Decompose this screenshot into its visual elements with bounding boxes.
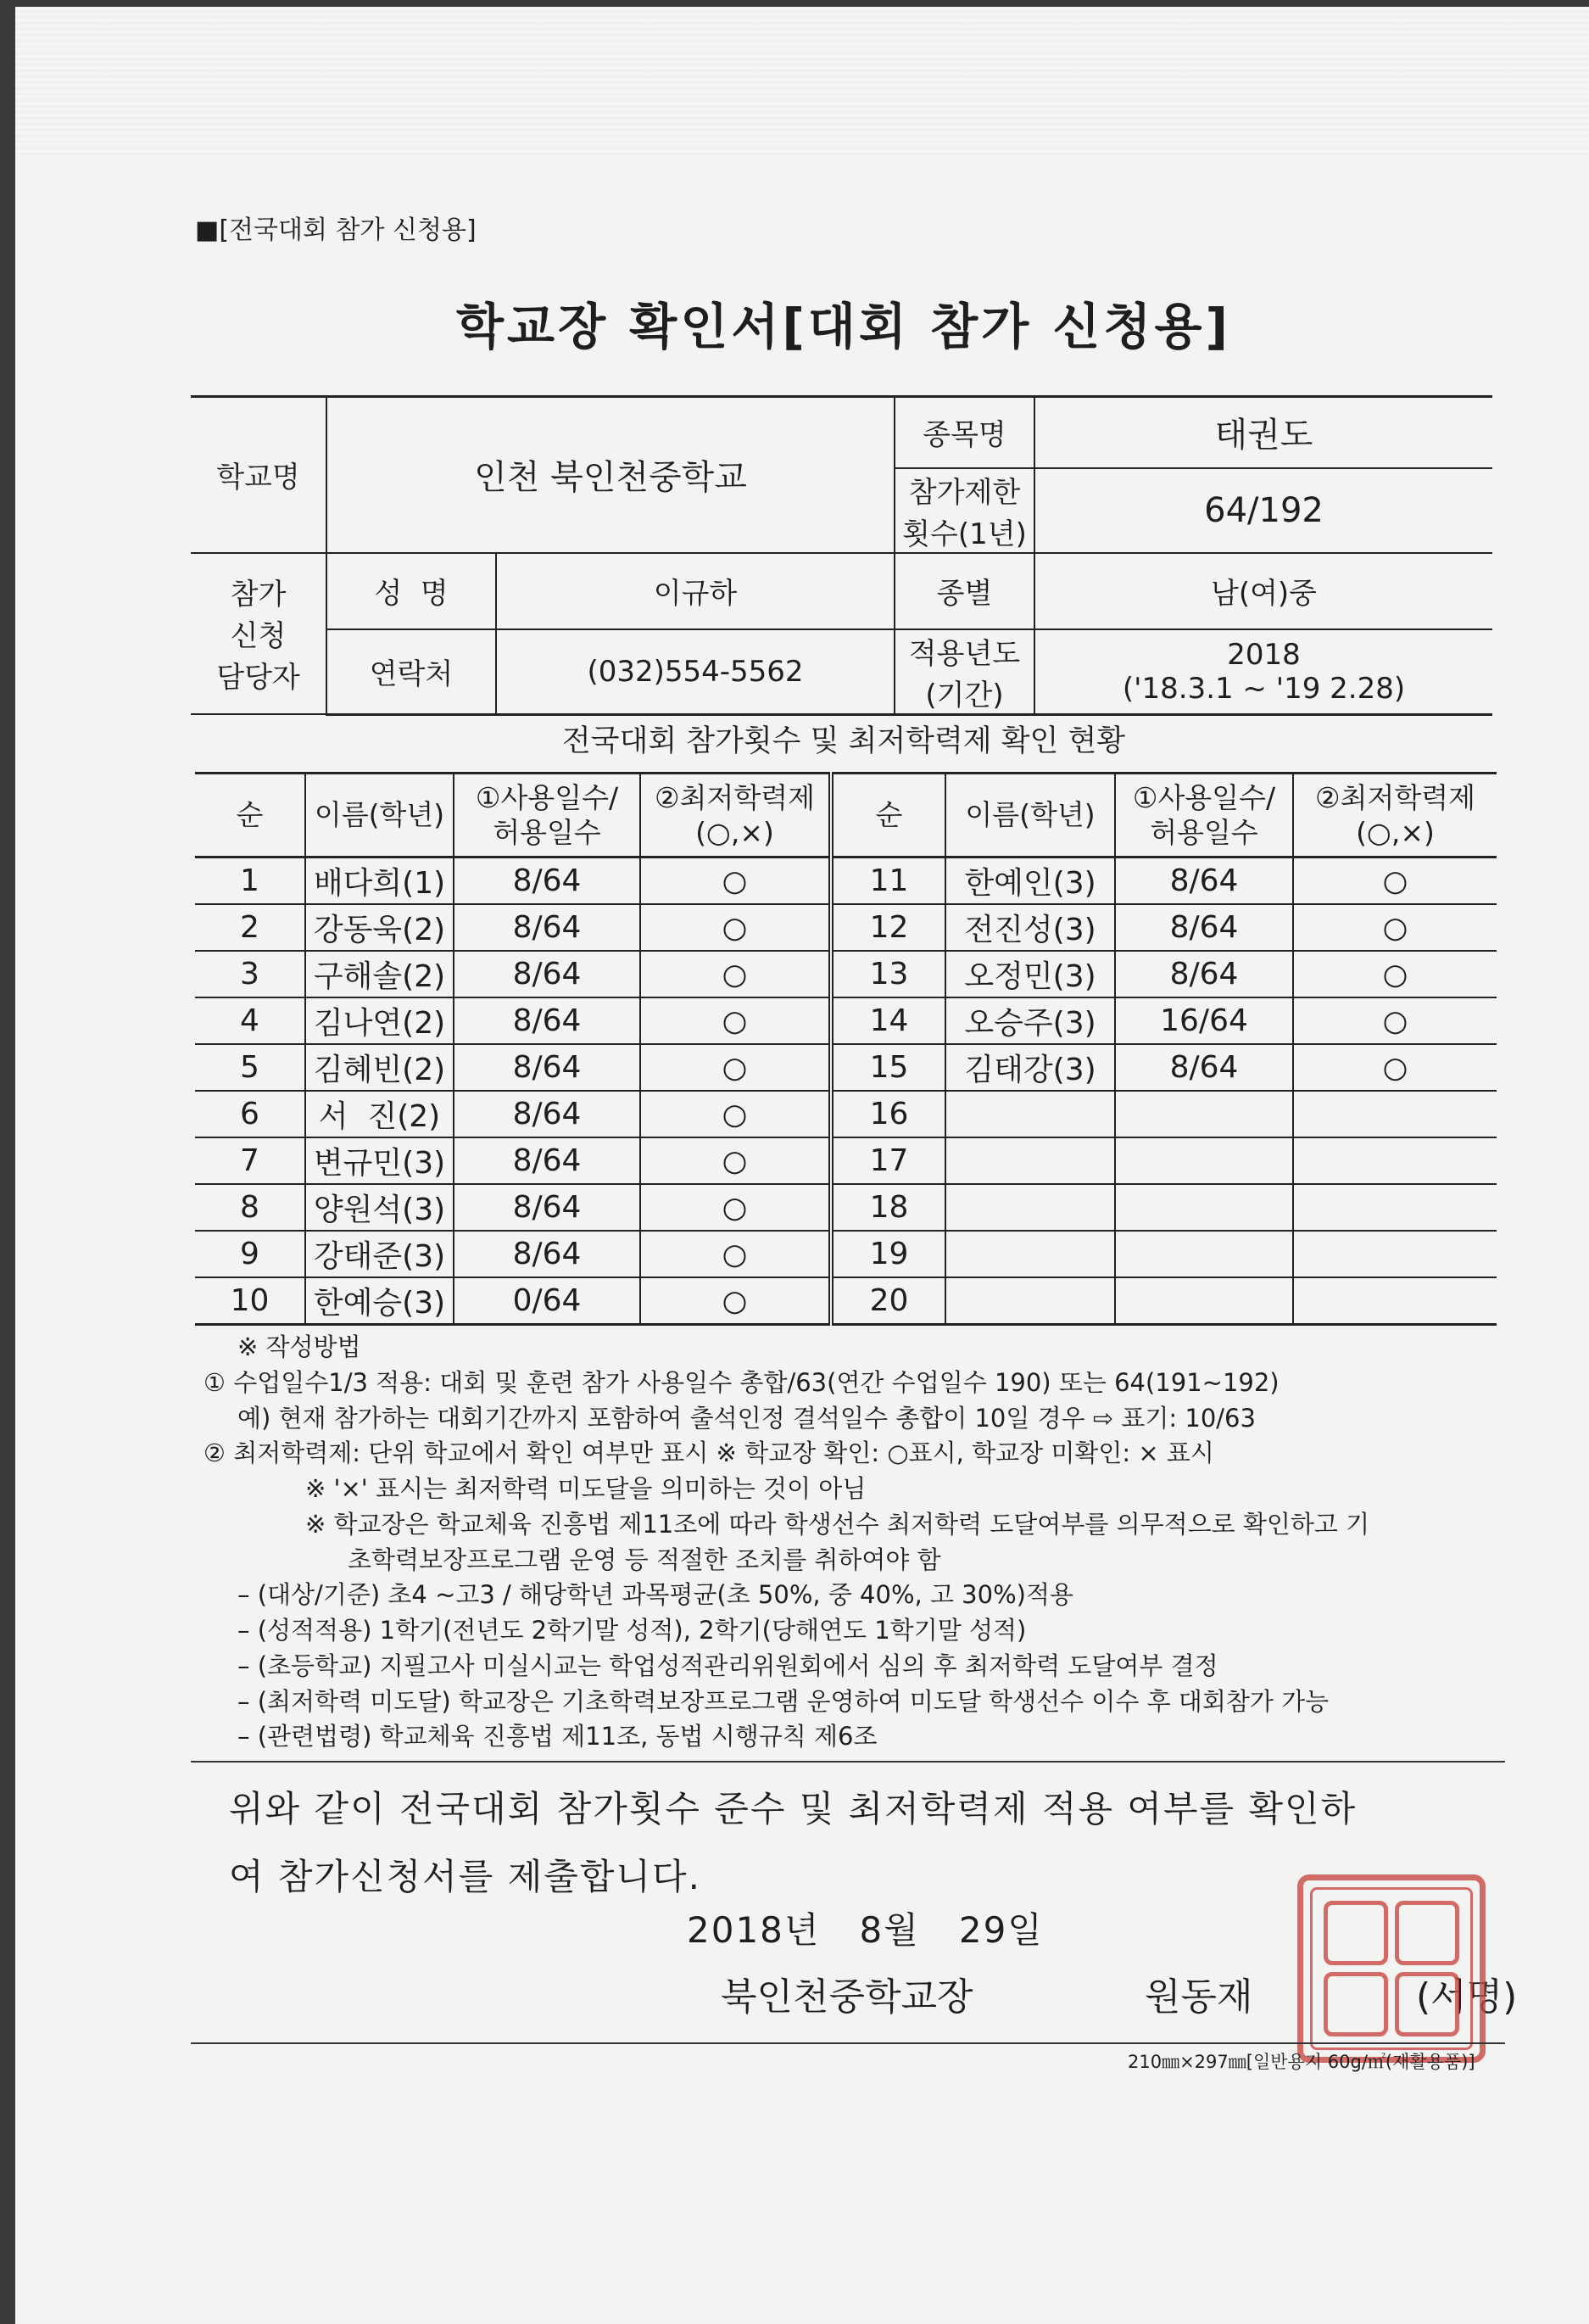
divider	[191, 1761, 1505, 1763]
detail-5: – (관련법령) 학교체육 진흥법 제11조, 동법 시행규칙 제6조	[237, 1722, 878, 1751]
notes-heading: ※ 작성방법	[237, 1332, 361, 1361]
student-name: 전진성(3)	[945, 904, 1115, 951]
min-achievement: ○	[640, 904, 831, 951]
roster-title: 전국대회 참가횟수 및 최저학력제 확인 현황	[561, 724, 1126, 758]
school-info-table	[191, 395, 1492, 716]
header-days: ①사용일수/ 허용일수	[454, 774, 640, 858]
student-name	[945, 1277, 1115, 1325]
limit-value: 64/192	[1034, 468, 1492, 553]
min-achievement: ○	[640, 951, 831, 997]
student-name: 오승주(3)	[945, 997, 1115, 1044]
roster-row	[195, 904, 1497, 951]
student-name: 오정민(3)	[945, 951, 1115, 997]
days-used	[1115, 1184, 1293, 1231]
row-number: 2	[195, 904, 305, 951]
row-number: 19	[831, 1231, 945, 1277]
detail-1: – (대상/기준) 초4 ~고3 / 해당학년 과목평균(초 50%, 중 40%, 고 30%)적용	[237, 1580, 1073, 1610]
row-number: 4	[195, 997, 305, 1044]
student-name	[945, 1091, 1115, 1137]
header-no: 순	[831, 774, 945, 858]
roster-row	[195, 1091, 1497, 1137]
roster-body	[195, 858, 1497, 1325]
days-used: 8/64	[1115, 951, 1293, 997]
days-used	[1115, 1277, 1293, 1325]
bottom-divider	[191, 2042, 1505, 2044]
days-used	[1115, 1137, 1293, 1184]
min-achievement: ○	[640, 858, 831, 905]
roster-row	[195, 1137, 1497, 1184]
days-used: 8/64	[454, 1044, 640, 1091]
name-label: 성 명	[326, 553, 496, 629]
phone-label: 연락처	[326, 629, 496, 715]
header-min: ②최저학력제 (○,×)	[1293, 774, 1497, 858]
school-label: 학교명	[191, 397, 326, 553]
event-label: 종목명	[895, 397, 1034, 468]
school-principal-title: 북인천중학교장	[721, 1975, 973, 2019]
row-number: 12	[831, 904, 945, 951]
document-title: 학교장 확인서[대회 참가 신청용]	[456, 298, 1231, 355]
days-used	[1115, 1231, 1293, 1277]
min-achievement	[1293, 1231, 1497, 1277]
roster-row	[195, 1044, 1497, 1091]
days-used: 8/64	[454, 904, 640, 951]
detail-2: – (성적적용) 1학기(전년도 2학기말 성적), 2학기(당해연도 1학기말 성적)	[237, 1616, 1027, 1645]
instructions	[204, 1330, 1509, 1755]
days-used: 0/64	[454, 1277, 640, 1325]
row-number: 3	[195, 951, 305, 997]
detail-3: – (초등학교) 지필고사 미실시교는 학업성적관리위원회에서 심의 후 최저학력 도달여부 결정	[237, 1651, 1218, 1680]
header-name: 이름(학년)	[945, 774, 1115, 858]
row-number: 17	[831, 1137, 945, 1184]
student-name	[945, 1231, 1115, 1277]
note-2b: ※ 학교장은 학교체육 진흥법 제11조에 따라 학생선수 최저학력 도달여부를 의무적으로 확인하고 기	[305, 1509, 1370, 1539]
min-achievement: ○	[640, 1091, 831, 1137]
row-number: 8	[195, 1184, 305, 1231]
row-number: 18	[831, 1184, 945, 1231]
row-number: 15	[831, 1044, 945, 1091]
min-achievement	[1293, 1277, 1497, 1325]
roster-row	[195, 951, 1497, 997]
header-no: 순	[195, 774, 305, 858]
min-achievement: ○	[1293, 1044, 1497, 1091]
min-achievement: ○	[640, 1137, 831, 1184]
roster-row	[195, 1277, 1497, 1325]
student-name	[945, 1184, 1115, 1231]
detail-4: – (최저학력 미도달) 학교장은 기초학력보장프로그램 운영하여 미도달 학생선수 이수 후 대회참가 가능	[237, 1686, 1330, 1716]
days-used: 8/64	[454, 951, 640, 997]
note-1-example: 예) 현재 참가하는 대회기간까지 포함하여 출석인정 결석일수 총합이 10일 경우 ⇨ 표기: 10/63	[237, 1403, 1256, 1433]
student-name	[945, 1137, 1115, 1184]
closing-statement: 위와 같이 전국대회 참가횟수 준수 및 최저학력제 적용 여부를 확인하 여 참가신청서를 제출합니다.	[229, 1788, 1358, 1897]
event-value: 태권도	[1034, 397, 1492, 468]
student-name: 한예인(3)	[945, 858, 1115, 905]
min-achievement: ○	[1293, 904, 1497, 951]
year-value: 2018 ('18.3.1 ~ '19 2.28)	[1034, 629, 1492, 715]
name-value: 이규하	[496, 553, 895, 629]
paper-top-texture	[15, 7, 1589, 159]
days-used	[1115, 1091, 1293, 1137]
gender-label: 종별	[895, 553, 1034, 629]
days-used: 8/64	[1115, 858, 1293, 905]
header-min: ②최저학력제 (○,×)	[640, 774, 831, 858]
days-used: 8/64	[454, 858, 640, 905]
student-name: 한예승(3)	[305, 1277, 454, 1325]
row-number: 5	[195, 1044, 305, 1091]
roster-row	[195, 997, 1497, 1044]
days-used: 8/64	[454, 1184, 640, 1231]
note-2c: 초학력보장프로그램 운영 등 적절한 조치를 취하여야 함	[348, 1545, 941, 1574]
header-days: ①사용일수/ 허용일수	[1115, 774, 1293, 858]
min-achievement	[1293, 1184, 1497, 1231]
days-used: 16/64	[1115, 997, 1293, 1044]
student-name: 강태준(3)	[305, 1231, 454, 1277]
row-number: 16	[831, 1091, 945, 1137]
student-name: 양원석(3)	[305, 1184, 454, 1231]
min-achievement	[1293, 1137, 1497, 1184]
contact-person-label: 참가 신청 담당자	[191, 553, 326, 715]
row-number: 10	[195, 1277, 305, 1325]
row-number: 6	[195, 1091, 305, 1137]
row-number: 9	[195, 1231, 305, 1277]
days-used: 8/64	[454, 1231, 640, 1277]
min-achievement: ○	[640, 997, 831, 1044]
student-name: 김태강(3)	[945, 1044, 1115, 1091]
row-number: 7	[195, 1137, 305, 1184]
student-name: 변규민(3)	[305, 1137, 454, 1184]
min-achievement: ○	[640, 1184, 831, 1231]
submission-date: 2018년 8월 29일	[687, 1909, 1044, 1951]
days-used: 8/64	[454, 1091, 640, 1137]
min-achievement: ○	[640, 1277, 831, 1325]
row-number: 20	[831, 1277, 945, 1325]
student-name: 배다희(1)	[305, 858, 454, 905]
official-seal-icon	[1297, 1874, 1486, 2063]
limit-label: 참가제한 횟수(1년)	[895, 468, 1034, 553]
principal-name: 원동재	[1145, 1975, 1253, 2019]
min-achievement: ○	[1293, 858, 1497, 905]
paper-spec: 210㎜×297㎜[일반용지 60g/㎡(재활용품)]	[1128, 2052, 1475, 2072]
days-used: 8/64	[1115, 1044, 1293, 1091]
school-name: 인천 북인천중학교	[326, 397, 895, 553]
min-achievement: ○	[640, 1044, 831, 1091]
min-achievement: ○	[1293, 997, 1497, 1044]
roster-row	[195, 1231, 1497, 1277]
year-label: 적용년도 (기간)	[895, 629, 1034, 715]
note-1: ① 수업일수1/3 적용: 대회 및 훈련 참가 사용일수 총합/63(연간 수업일수 190) 또는 64(191~192)	[204, 1367, 1280, 1397]
student-name: 구해솔(2)	[305, 951, 454, 997]
row-number: 13	[831, 951, 945, 997]
row-number: 11	[831, 858, 945, 905]
min-achievement: ○	[1293, 951, 1497, 997]
min-achievement	[1293, 1091, 1497, 1137]
student-name: 강동욱(2)	[305, 904, 454, 951]
header-name: 이름(학년)	[305, 774, 454, 858]
phone-value: (032)554-5562	[496, 629, 895, 715]
min-achievement: ○	[640, 1231, 831, 1277]
note-2a: ※ '×' 표시는 최저학력 미도달을 의미하는 것이 아님	[305, 1474, 867, 1503]
days-used: 8/64	[454, 997, 640, 1044]
row-number: 1	[195, 858, 305, 905]
roster-row	[195, 858, 1497, 905]
form-label: ■[전국대회 참가 신청용]	[195, 215, 477, 245]
roster-row	[195, 1184, 1497, 1231]
document-page	[15, 7, 1589, 2324]
days-used: 8/64	[454, 1137, 640, 1184]
student-name: 서 진(2)	[305, 1091, 454, 1137]
note-2: ② 최저학력제: 단위 학교에서 확인 여부만 표시 ※ 학교장 확인: ○표시, 학교장 미확인: × 표시	[204, 1439, 1214, 1468]
row-number: 14	[831, 997, 945, 1044]
sign-label: (서명)	[1416, 1975, 1518, 2019]
gender-value: 남(여)중	[1034, 553, 1492, 629]
student-name: 김나연(2)	[305, 997, 454, 1044]
roster-table	[195, 772, 1497, 1326]
days-used: 8/64	[1115, 904, 1293, 951]
student-name: 김혜빈(2)	[305, 1044, 454, 1091]
